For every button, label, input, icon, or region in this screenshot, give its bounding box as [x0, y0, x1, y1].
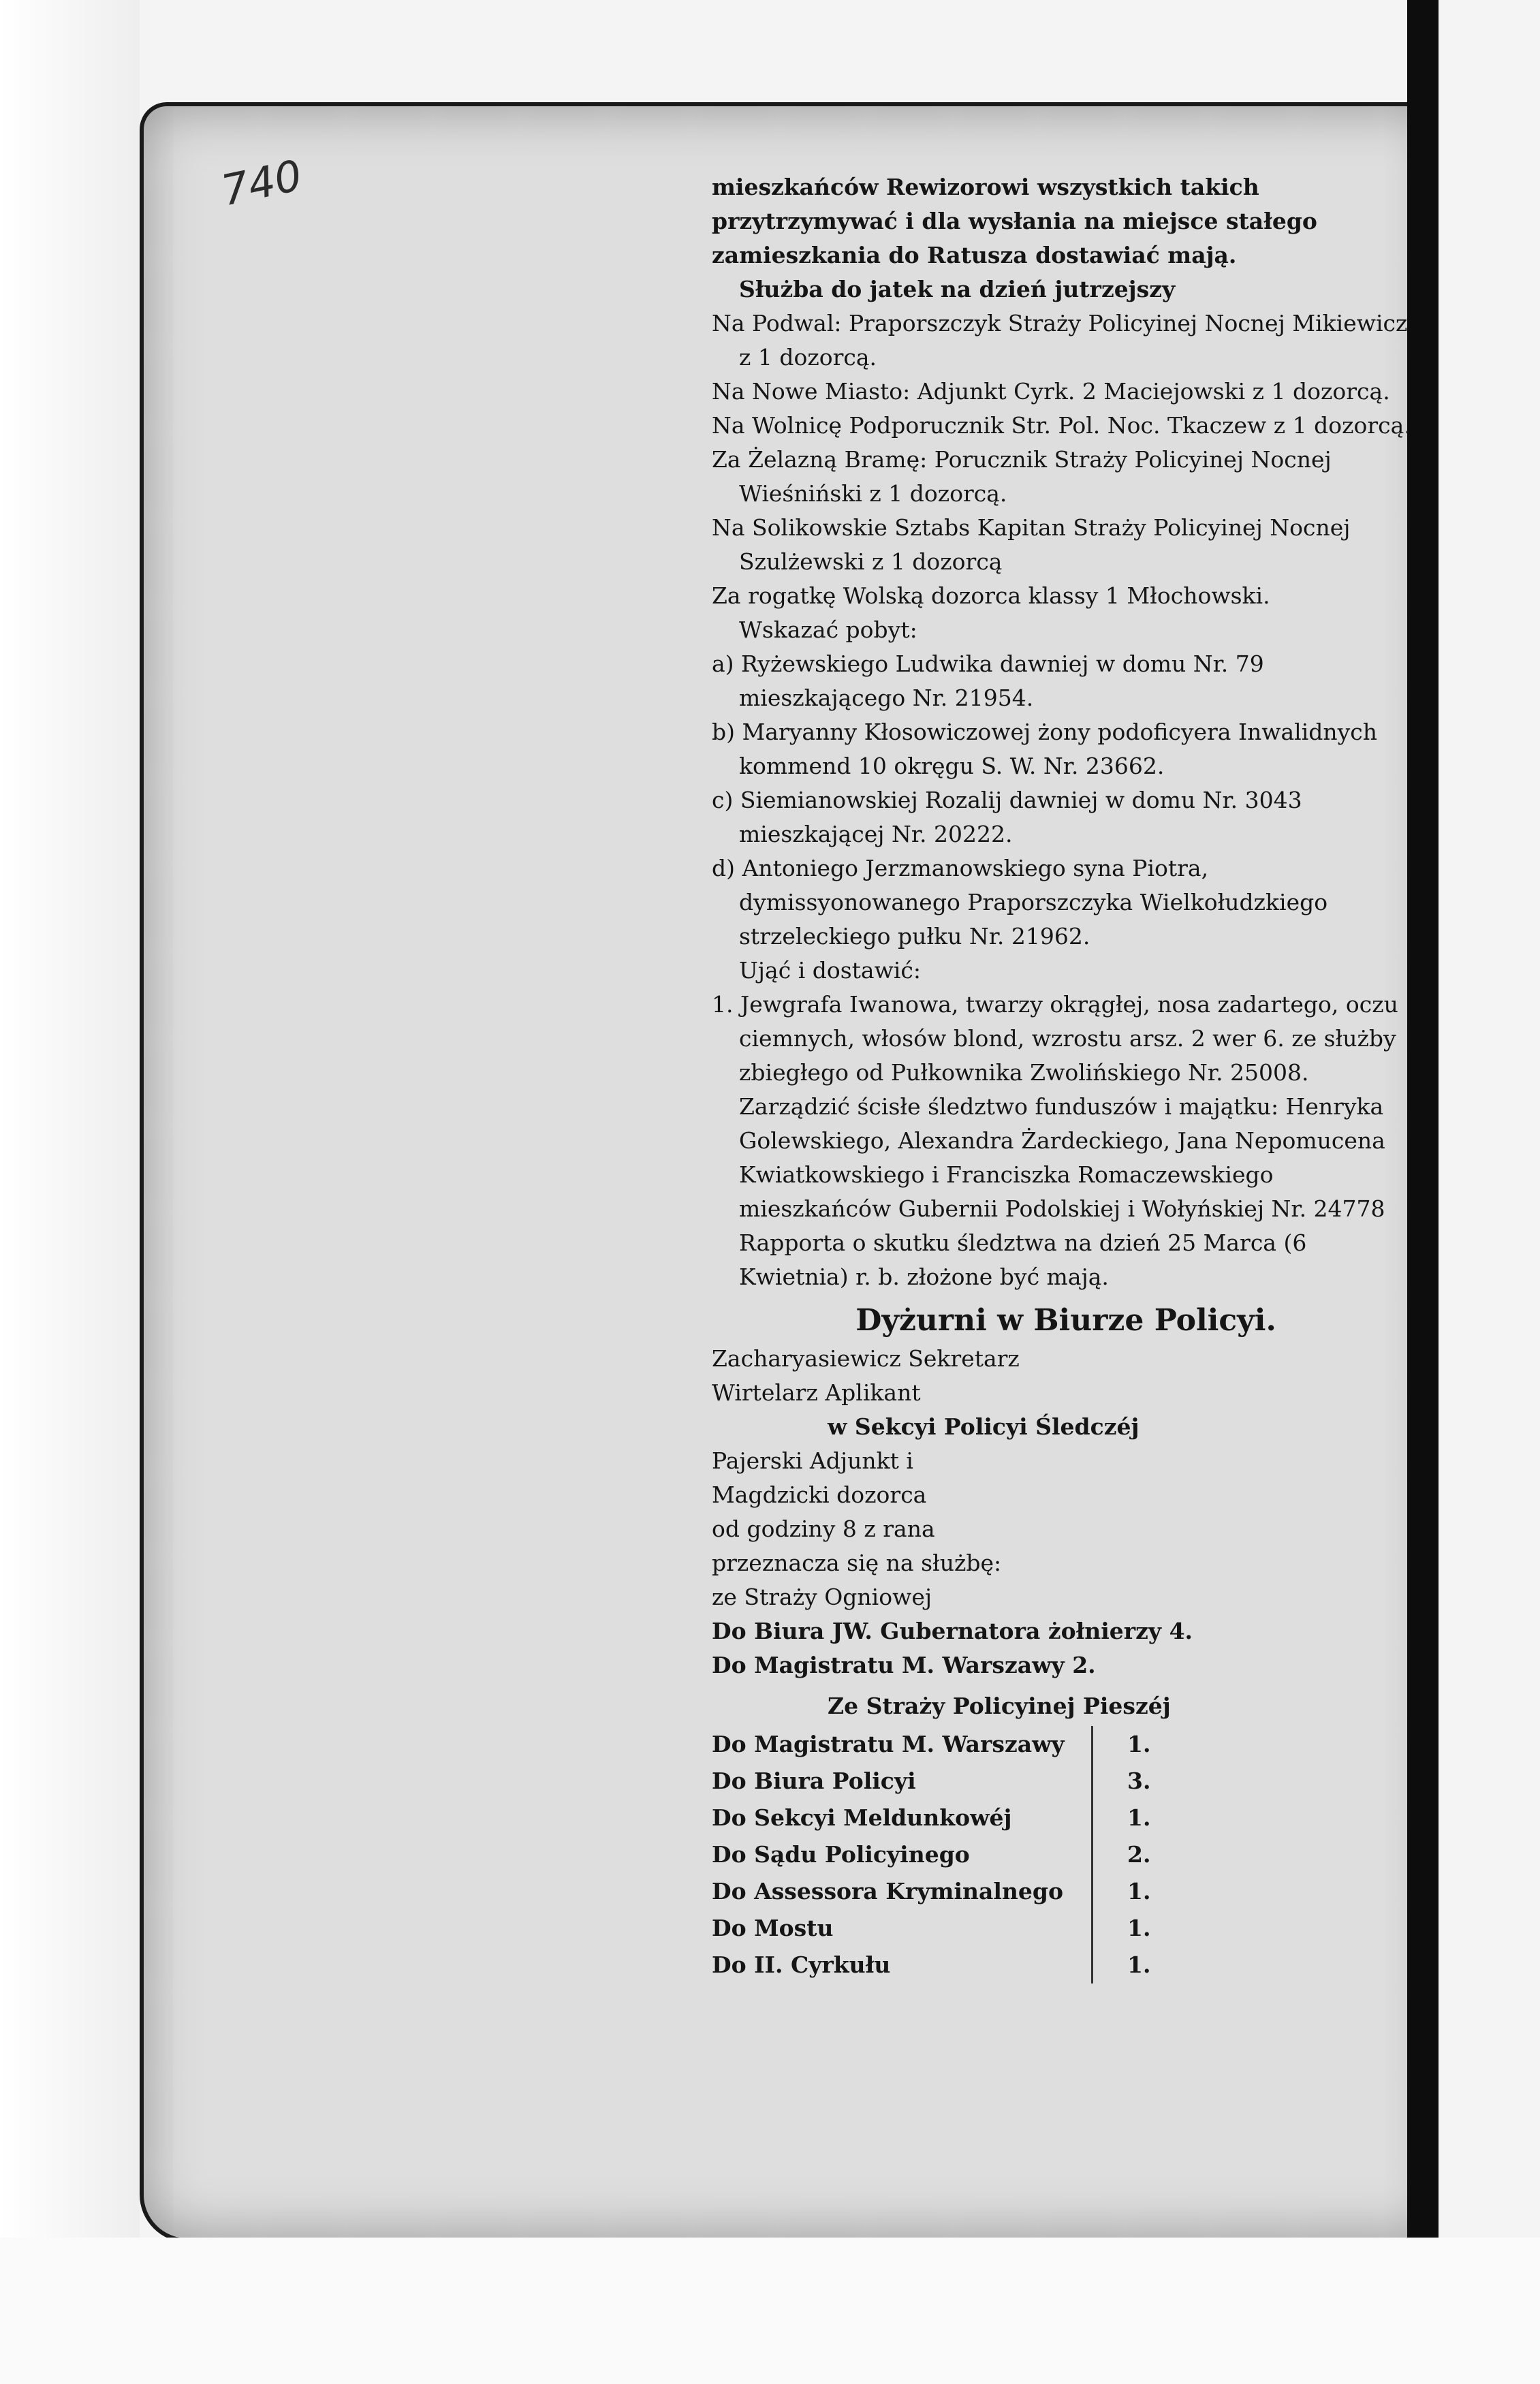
- duty-line: Magdzicki dozorca: [712, 1481, 927, 1508]
- assignment-count: 1.: [1093, 1947, 1203, 1983]
- table-row: [712, 1947, 1202, 1983]
- folio-number: 740: [217, 150, 307, 216]
- duty-line: Wirtelarz Aplikant: [712, 1379, 921, 1406]
- paragraph-continuation: mieszkańców Rewizorowi wszystkich takich przytrzymywać i dla wysłania na miejsce stałego zamieszkania do Ratusza dostawiać mają.: [712, 174, 1317, 268]
- assignment-count: 1.: [1093, 1726, 1203, 1763]
- list-item: Za Żelazną Bramę: Porucznik Straży Policyinej Nocnej Wieśniński z 1 dozorcą.: [712, 446, 1332, 507]
- table-row: [712, 1800, 1202, 1836]
- text-column: [712, 170, 1420, 2221]
- section-heading-sluzba: Służba do jatek na dzień jutrzejszy: [739, 276, 1176, 302]
- assignment-count: 1.: [1093, 1873, 1203, 1910]
- scan-bottom: [0, 2238, 1540, 2384]
- section-heading-ujac: Ująć i dostawić:: [739, 957, 921, 984]
- assignment-count: 1.: [1093, 1800, 1203, 1836]
- assignment-count: 2.: [1093, 1836, 1203, 1873]
- table-row: [712, 1726, 1202, 1763]
- list-item: a) Ryżewskiego Ludwika dawniej w domu Nr. 79 mieszkającego Nr. 21954.: [712, 650, 1264, 711]
- list-item: d) Antoniego Jerzmanowskiego syna Piotra, dymissyonowanego Praporszczyka Wielkołudzkiego strzeleckiego pułku Nr. 21962.: [712, 855, 1328, 950]
- section-heading-piesza: Ze Straży Policyinej Pieszéj: [828, 1693, 1171, 1719]
- paragraph-zarzadzic: Zarządzić ścisłe śledztwo funduszów i majątku: Henryka Golewskiego, Alexandra Żardeckiego, Jana Nepomucena Kwiatkowskiego i Franciszka Romaczewskiego mieszkańców Gubernii Podolskiej i Wołyńskiej Nr. 24778: [739, 1093, 1385, 1222]
- table-row: [712, 1836, 1202, 1873]
- list-item: 1. Jewgrafa Iwanowa, twarzy okrągłej, nosa zadartego, oczu ciemnych, włosów blond, wzrostu arsz. 2 wer 6. ze służby zbiegłego od Pułkownika Zwolińskiego Nr. 25008.: [712, 991, 1398, 1086]
- duty-line: przeznacza się na służbę:: [712, 1550, 1002, 1576]
- duty-line: Pajerski Adjunkt i: [712, 1447, 913, 1474]
- section-heading-wskazac: Wskazać pobyt:: [739, 616, 917, 643]
- paragraph-rapport: Rapporta o skutku śledztwa na dzień 25 Marca (6 Kwietnia) r. b. złożone być mają.: [739, 1229, 1307, 1290]
- assignment-place: Do Sądu Policyinego: [712, 1841, 970, 1868]
- list-item: c) Siemianowskiej Rozalij dawniej w domu Nr. 3043 mieszkającej Nr. 20222.: [712, 787, 1302, 847]
- section-heading-dyzurni: Dyżurni w Biurze Policyi.: [855, 1303, 1276, 1338]
- list-item: Na Nowe Miasto: Adjunkt Cyrk. 2 Maciejowski z 1 dozorcą.: [712, 378, 1390, 405]
- duty-line: od godziny 8 z rana: [712, 1516, 935, 1542]
- assignment-place: Do II. Cyrkułu: [712, 1951, 891, 1978]
- table-row: [712, 1873, 1202, 1910]
- list-item: Na Solikowskie Sztabs Kapitan Straży Policyinej Nocnej Szulżewski z 1 dozorcą: [712, 514, 1351, 575]
- assignment-place: Do Biura Policyi: [712, 1768, 916, 1794]
- list-item: Na Wolnicę Podporucznik Str. Pol. Noc. Tkaczew z 1 dozorcą.: [712, 412, 1411, 439]
- duty-line: Do Magistratu M. Warszawy 2.: [712, 1652, 1096, 1678]
- duty-line: Do Biura JW. Gubernatora żołnierzy 4.: [712, 1618, 1193, 1644]
- list-item: Na Podwal: Praporszczyk Straży Policyinej Nocnej Mikiewicz z 1 dozorcą.: [712, 310, 1408, 371]
- assignment-table: [712, 1726, 1202, 1983]
- assignment-place: Do Assessora Kryminalnego: [712, 1878, 1063, 1904]
- list-item: b) Maryanny Kłosowiczowej żony podoficyera Inwalidnych kommend 10 okręgu S. W. Nr. 23662.: [712, 719, 1378, 779]
- assignment-count: 1.: [1093, 1910, 1203, 1947]
- assignment-place: Do Magistratu M. Warszawy: [712, 1731, 1065, 1757]
- assignment-place: Do Mostu: [712, 1915, 834, 1941]
- duty-line: Zacharyasiewicz Sekretarz: [712, 1345, 1020, 1372]
- table-row: [712, 1910, 1202, 1947]
- assignment-place: Do Sekcyi Meldunkowéj: [712, 1804, 1012, 1831]
- scan-margin: [0, 0, 140, 2384]
- assignment-count: 3.: [1093, 1763, 1203, 1800]
- section-heading-sekcya: w Sekcyi Policyi Śledczéj: [828, 1413, 1140, 1440]
- list-item: Za rogatkę Wolską dozorca klassy 1 Młochowski.: [712, 582, 1270, 609]
- table-row: [712, 1763, 1202, 1800]
- duty-line: ze Straży Ogniowej: [712, 1584, 932, 1610]
